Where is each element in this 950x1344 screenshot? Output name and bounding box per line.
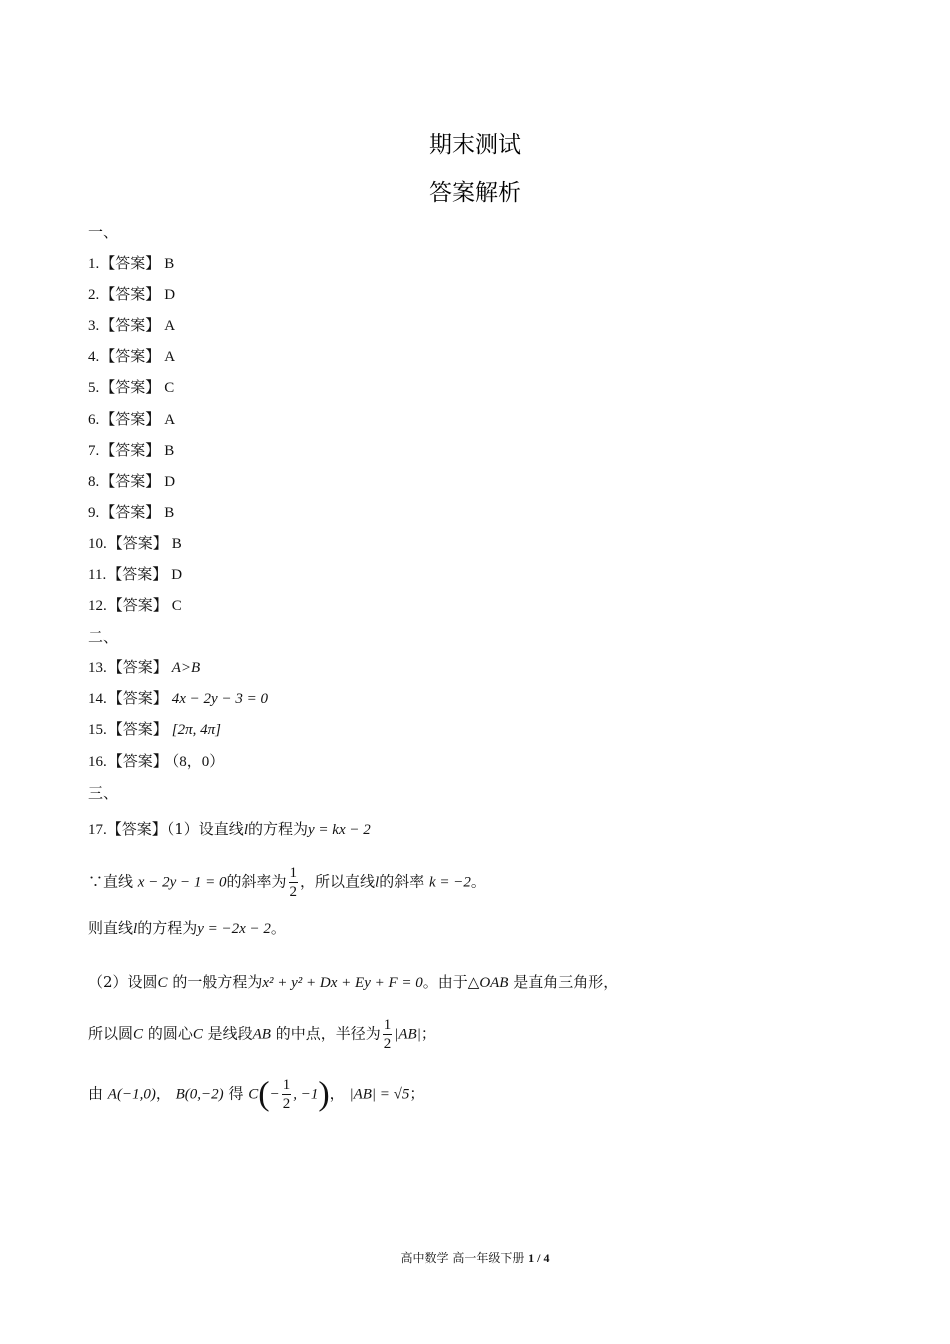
- answer-value: A: [164, 411, 176, 428]
- answer-row: [88, 440, 174, 461]
- answer-label: 【答案】: [100, 471, 161, 490]
- paren-open: (: [258, 1075, 270, 1113]
- q17-text: 所以圆: [88, 1024, 134, 1043]
- answer-row: [88, 284, 175, 305]
- answer-number: 8.: [88, 473, 100, 490]
- answer-number: 5.: [88, 380, 100, 397]
- answer-value: 4x − 2y − 3 = 0: [171, 691, 268, 708]
- answer-row: [88, 719, 221, 740]
- answer-number: 14.: [88, 691, 107, 708]
- answer-value: D: [164, 473, 176, 490]
- fraction-half: [289, 864, 299, 901]
- doc-title: 期末测试: [429, 132, 521, 158]
- punct: 。: [470, 872, 486, 891]
- answer-label: 【答案】: [100, 347, 161, 366]
- answer-row: [88, 595, 182, 616]
- answer-number: 11.: [88, 567, 107, 583]
- answer-value: B: [164, 442, 175, 459]
- point-b: B(0,−2): [175, 1086, 224, 1103]
- equation: x² + y² + Dx + Ey + F = 0: [262, 975, 423, 991]
- circle-c: C: [192, 1026, 203, 1043]
- q17-text: 的中点，半径为: [275, 1024, 381, 1043]
- paren-close: ): [318, 1075, 330, 1113]
- q17-text: 则直线: [88, 919, 134, 937]
- answer-number: 6.: [88, 411, 100, 428]
- section-heading-1: 一、: [88, 223, 119, 241]
- answer-label: 【答案】: [100, 502, 161, 521]
- punct: ，: [329, 1084, 345, 1103]
- q17-line-3: [88, 918, 286, 939]
- answer-value: B: [164, 256, 175, 272]
- q17-text: 的一般方程为: [172, 973, 263, 991]
- answer-row: [88, 657, 200, 678]
- answer-label: 【答案】: [107, 533, 168, 552]
- equation: |AB| = √5: [349, 1086, 410, 1103]
- answer-row: [88, 533, 182, 554]
- equation: y = kx − 2: [308, 822, 371, 838]
- answer-label: 【答案】: [100, 378, 161, 397]
- answer-row: [88, 409, 175, 430]
- coord-rest: , −1: [293, 1086, 319, 1103]
- punct: ，: [155, 1084, 171, 1103]
- answer-value: [2π, 4π]: [171, 722, 221, 739]
- q17-line-1: [88, 819, 371, 840]
- q17-text: 。由于△: [422, 973, 480, 991]
- fraction-denominator: 2: [289, 884, 297, 900]
- circle-c: C: [133, 1026, 144, 1043]
- q17-text: 是线段: [207, 1024, 253, 1043]
- answer-value: D: [164, 287, 176, 304]
- answer-value: B: [171, 535, 182, 552]
- answer-value: （8，0）: [171, 753, 225, 770]
- answer-label: 【答案】: [107, 720, 168, 739]
- answer-value: A: [164, 318, 176, 335]
- q17-text: 的斜率: [379, 872, 425, 891]
- section-heading-2: 二、: [88, 628, 119, 646]
- q17-line-4: [88, 972, 618, 993]
- q17-line-6: 由 A(−1,0)， B(0,−2) 得 C(− $\frac{1}{2}$ , −1)， |AB| = √5；: [88, 1075, 425, 1113]
- q17-text: 的斜率为: [226, 872, 287, 891]
- answer-label: 【答案】: [107, 689, 168, 708]
- answer-value: C: [171, 598, 182, 615]
- q17-text: 是直角三角形，: [513, 973, 619, 991]
- answer-number: 13.: [88, 660, 107, 676]
- answer-number: 16.: [88, 753, 107, 770]
- q17-text: ，所以直线: [300, 872, 376, 891]
- punct: ；: [409, 1084, 425, 1103]
- q17-line-5: [88, 1016, 436, 1053]
- equation: |AB|: [394, 1026, 421, 1043]
- answer-number: 10.: [88, 535, 107, 552]
- fraction-denominator: 2: [383, 1036, 392, 1052]
- answer-number: 4.: [88, 349, 100, 366]
- fraction-half: [282, 1076, 292, 1113]
- answer-number: 9.: [88, 504, 100, 521]
- answer-label: 【答案】: [100, 316, 161, 335]
- answer-row: [88, 751, 224, 772]
- circle-c: C: [248, 1086, 259, 1103]
- q17-part2-intro: （2）设圆: [88, 973, 158, 991]
- point-a: A(−1,0): [107, 1086, 156, 1103]
- fraction-denominator: 2: [282, 1096, 291, 1112]
- answer-value: A: [164, 349, 176, 366]
- answer-label: 【答案】: [100, 285, 161, 304]
- answer-row: [88, 688, 268, 709]
- equation: x − 2y − 1 = 0: [137, 874, 227, 891]
- q17-text: ∵直线: [88, 872, 134, 891]
- answer-label: 【答案】: [107, 751, 168, 770]
- answer-label: 【答案】: [107, 596, 168, 615]
- answer-value: D: [171, 567, 183, 583]
- answer-row: [88, 471, 175, 492]
- fraction-numerator: 1: [383, 1017, 392, 1033]
- answer-label: 【答案】: [100, 440, 161, 459]
- circle-c: C: [157, 975, 168, 991]
- answer-row: [88, 315, 175, 336]
- answer-number: 2.: [88, 287, 100, 304]
- answer-row: [88, 564, 182, 585]
- equation: y = −2x − 2: [197, 921, 271, 937]
- answer-label: 【答案】: [107, 658, 168, 676]
- punct: 。: [270, 919, 286, 937]
- answer-value: A>B: [171, 660, 201, 676]
- page-number: 1 / 4: [528, 1251, 550, 1265]
- fraction-numerator: 1: [282, 1077, 291, 1093]
- q17-text: 由: [88, 1084, 104, 1103]
- answer-row: [88, 377, 174, 398]
- punct: ；: [420, 1024, 436, 1043]
- answer-number: 7.: [88, 442, 100, 459]
- answer-label: 【答案】: [107, 565, 168, 583]
- answer-value: B: [164, 504, 175, 521]
- segment-ab: AB: [252, 1026, 271, 1043]
- equation: k = −2: [428, 874, 471, 891]
- fraction-half: [383, 1016, 393, 1053]
- answer-number: 3.: [88, 318, 100, 335]
- answer-number: 12.: [88, 598, 107, 615]
- triangle-oab: OAB: [479, 975, 509, 991]
- footer-text: 高中数学 高一年级下册: [400, 1251, 529, 1265]
- q17-text: 的方程为: [137, 919, 198, 937]
- answer-value: C: [164, 380, 175, 397]
- doc-subtitle: 答案解析: [429, 180, 521, 206]
- answer-row: [88, 253, 174, 274]
- answer-row: [88, 346, 175, 367]
- q17-line-2: [88, 864, 486, 901]
- fraction-numerator: 1: [289, 865, 297, 881]
- answer-label: 【答案】: [106, 820, 167, 838]
- line-l: l: [375, 874, 380, 891]
- line-l: l: [243, 822, 248, 838]
- q17-part1-intro: （1）设直线: [166, 820, 244, 838]
- q17-text: 的圆心: [147, 1024, 193, 1043]
- answer-number: 1.: [88, 256, 100, 272]
- q17-text: 得: [228, 1084, 244, 1103]
- line-l: l: [133, 921, 138, 937]
- q17-text: 的方程为: [247, 820, 308, 838]
- q17-number: 17.: [88, 822, 107, 838]
- page-footer: [0, 1249, 950, 1266]
- section-heading-3: 三、: [88, 784, 119, 802]
- answer-number: 15.: [88, 722, 107, 739]
- answer-label: 【答案】: [100, 254, 161, 272]
- answer-label: 【答案】: [100, 409, 161, 428]
- answer-row: [88, 502, 174, 523]
